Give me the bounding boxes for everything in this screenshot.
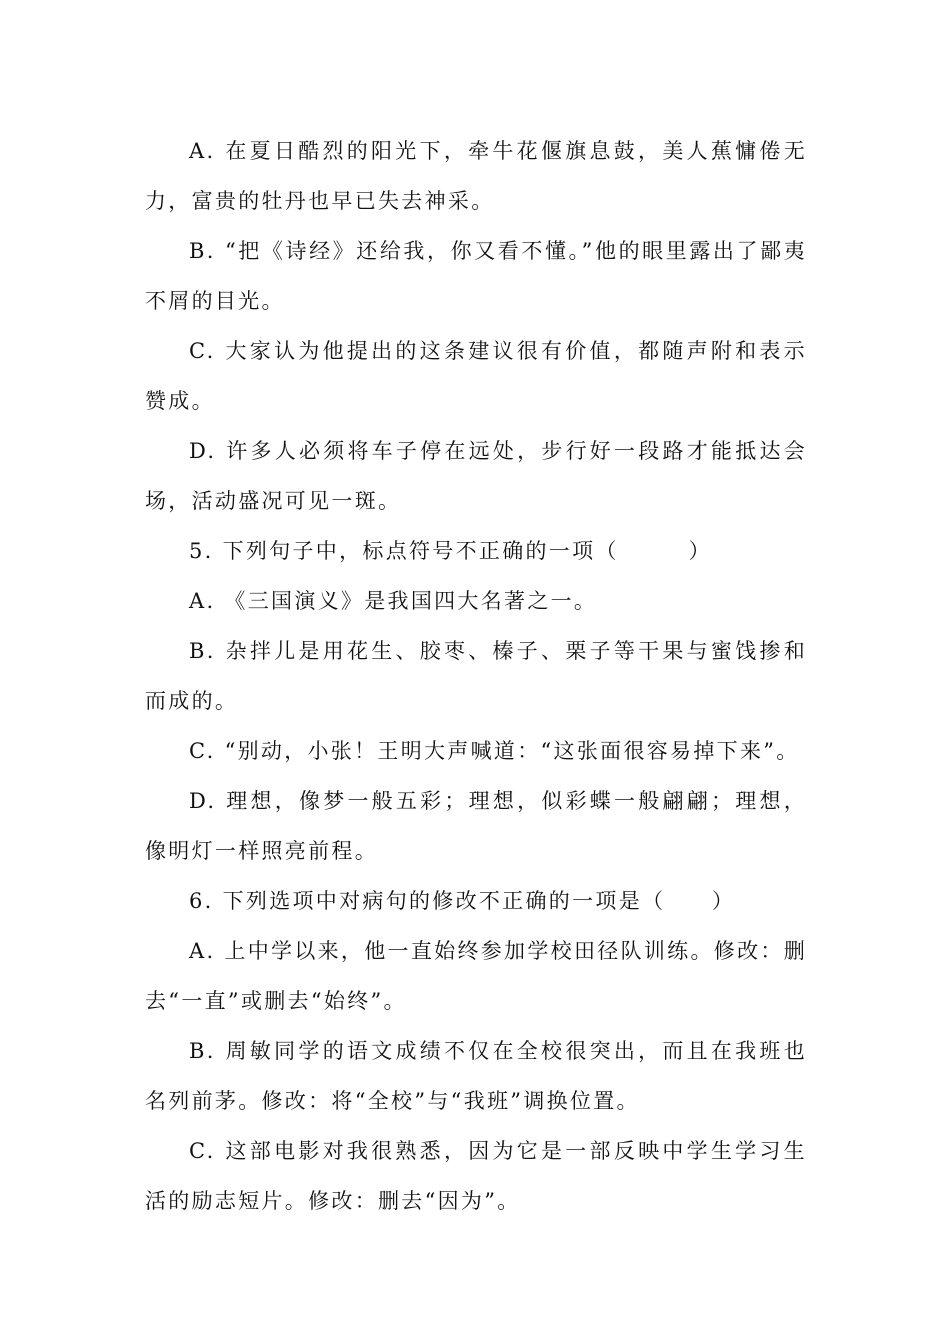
question-5: 5. 下列句子中，标点符号不正确的一项（ ） xyxy=(189,539,712,563)
option-5c: C. “别动，小张！王明大声喊道：“这张面很容易掉下来”。 xyxy=(189,739,800,763)
option-6a: A. 上中学以来，他一直始终参加学校田径队训练。修改：删去“一直”或删去“始终”。 xyxy=(145,939,807,1013)
option-4a: A. 在夏日酷烈的阳光下，牵牛花偃旗息鼓，美人蕉慵倦无力，富贵的牡丹也早已失去神采。 xyxy=(145,139,807,213)
option-6b: B. 周敏同学的语文成绩不仅在全校很突出，而且在我班也名列前茅。修改：将“全校”与“我班”调换位置。 xyxy=(145,1039,807,1113)
option-6c: C. 这部电影对我很熟悉，因为它是一部反映中学生学习生活的励志短片。修改：删去“因为”。 xyxy=(145,1139,807,1213)
question-6: 6. 下列选项中对病句的修改不正确的一项是（ ） xyxy=(189,889,736,913)
option-4b: B. “把《诗经》还给我，你又看不懂。”他的眼里露出了鄙夷不屑的目光。 xyxy=(145,239,807,313)
option-5b: B. 杂拌儿是用花生、胶枣、榛子、栗子等干果与蜜饯掺和而成的。 xyxy=(145,639,807,713)
option-5a: A. 《三国演义》是我国四大名著之一。 xyxy=(189,589,598,613)
option-4c: C. 大家认为他提出的这条建议很有价值，都随声附和表示赞成。 xyxy=(145,339,807,413)
option-4d: D. 许多人必须将车子停在远处，步行好一段路才能抵达会场，活动盛况可见一斑。 xyxy=(145,439,807,513)
option-5d: D. 理想，像梦一般五彩；理想，似彩蝶一般翩翩；理想，像明灯一样照亮前程。 xyxy=(145,789,807,863)
document-body xyxy=(145,126,807,1226)
